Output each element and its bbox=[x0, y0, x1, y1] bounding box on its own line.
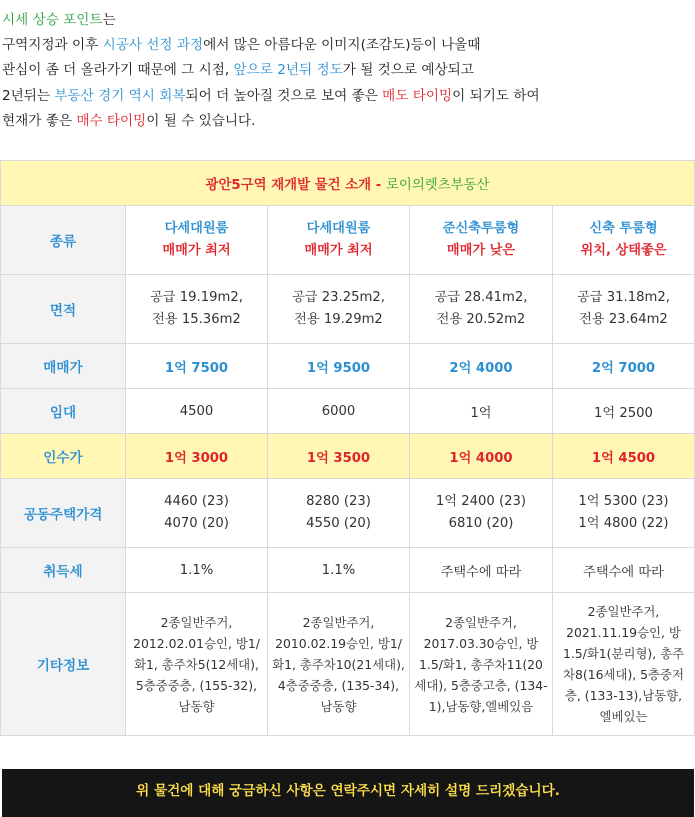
table-row-area bbox=[1, 275, 695, 344]
row-label-official: 공동주택가격 bbox=[1, 479, 126, 548]
sale-price: 1억 7500 bbox=[126, 344, 268, 389]
sale-price: 2억 4000 bbox=[410, 344, 553, 389]
tax-value: 주택수에 따라 bbox=[410, 548, 553, 593]
area-exclusive: 전용 20.52m2 bbox=[436, 312, 526, 327]
type-name: 신축 투룸형 bbox=[589, 221, 658, 236]
intro-text-span: 되어 더 높아질 것으로 보여 좋은 bbox=[185, 87, 383, 104]
area-supply: 공급 28.41m2, bbox=[434, 290, 528, 305]
intro-text-span: 2년뒤는 bbox=[2, 87, 55, 104]
official-price-23: 8280 (23) bbox=[306, 494, 371, 509]
property-table bbox=[0, 160, 695, 736]
intro-text-span: 가 될 것으로 예상되고 bbox=[342, 62, 474, 79]
row-label-lease: 임대 bbox=[1, 389, 126, 434]
area-supply: 공급 19.19m2, bbox=[150, 290, 243, 305]
contact-banner bbox=[2, 769, 694, 817]
sale-price: 2억 7000 bbox=[553, 344, 695, 389]
row-label-type: 종류 bbox=[1, 206, 126, 275]
table-title bbox=[1, 161, 695, 206]
contact-banner-text: 위 물건에 대해 궁금하신 사항은 연락주시면 자세히 설명 드리겠습니다. bbox=[136, 783, 560, 799]
intro-text-span: 에서 많은 아름다운 이미지(조감도)등이 나올때 bbox=[203, 37, 481, 54]
table-cell bbox=[126, 275, 268, 344]
type-note: 매매가 최저 bbox=[304, 243, 373, 258]
row-label-area: 면적 bbox=[1, 275, 126, 344]
table-cell bbox=[410, 479, 553, 548]
official-price-20: 4070 (20) bbox=[164, 516, 229, 531]
table-cell bbox=[126, 479, 268, 548]
intro-line-3 bbox=[2, 58, 692, 83]
row-label-price: 매매가 bbox=[1, 344, 126, 389]
table-title-sep: - bbox=[371, 177, 386, 193]
lease-value: 1억 2500 bbox=[553, 389, 695, 434]
table-title-main: 광안5구역 재개발 물건 소개 bbox=[205, 177, 372, 193]
row-label-acquisition: 인수가 bbox=[1, 434, 126, 479]
tax-value: 주택수에 따라 bbox=[553, 548, 695, 593]
table-cell bbox=[268, 206, 410, 275]
intro-text-span: 이 될 수 있습니다. bbox=[146, 112, 256, 129]
etc-info: 2종일반주거, 2021.11.19승인, 방1.5/화1(분리형), 총주차8(16세대), 5층중저층, (133-13),남동향, 엘베있는 bbox=[553, 593, 695, 736]
lease-value: 4500 bbox=[126, 389, 268, 434]
table-title-agent: 로이의렛츠부동산 bbox=[386, 177, 490, 193]
area-exclusive: 전용 23.64m2 bbox=[579, 312, 668, 327]
area-exclusive: 전용 15.36m2 bbox=[152, 312, 241, 327]
table-row-official bbox=[1, 479, 695, 548]
area-supply: 공급 31.18m2, bbox=[577, 290, 670, 305]
table-cell bbox=[553, 479, 695, 548]
acquisition-price: 1억 3000 bbox=[126, 434, 268, 479]
table-row-tax bbox=[1, 548, 695, 593]
lease-value: 1억 bbox=[410, 389, 553, 434]
type-name: 다세대원룸 bbox=[164, 221, 229, 236]
official-price-20: 4550 (20) bbox=[306, 516, 371, 531]
official-price-23: 1억 2400 (23) bbox=[435, 494, 527, 509]
area-exclusive: 전용 19.29m2 bbox=[294, 312, 383, 327]
etc-info: 2종일반주거, 2010.02.19승인, 방1/화1, 총주차10(21세대), 4층중중층, (135-34),남동향 bbox=[268, 593, 410, 736]
intro-text-span: 관심이 좀 더 올라가기 때문에 그 시점, bbox=[2, 62, 234, 79]
row-label-tax: 취득세 bbox=[1, 548, 126, 593]
intro-line-2 bbox=[2, 33, 692, 58]
table-cell bbox=[410, 275, 553, 344]
table-cell bbox=[126, 206, 268, 275]
official-price-23: 4460 (23) bbox=[164, 494, 229, 509]
table-row-type bbox=[1, 206, 695, 275]
intro-highlight: 부동산 경기 역시 회복 bbox=[54, 87, 186, 104]
intro-highlight: 시공사 선정 과정 bbox=[102, 37, 204, 54]
etc-info: 2종일반주거, 2012.02.01승인, 방1/화1, 총주차5(12세대), 5층중중층, (155-32),남동향 bbox=[126, 593, 268, 736]
table-row-price bbox=[1, 344, 695, 389]
intro-highlight: 매수 타이밍 bbox=[76, 112, 147, 129]
intro-line-5 bbox=[2, 109, 692, 134]
intro-line-4 bbox=[2, 84, 692, 109]
intro-highlight: 매도 타이밍 bbox=[382, 87, 453, 104]
acquisition-price: 1억 4000 bbox=[410, 434, 553, 479]
type-note: 위치, 상태좋은 bbox=[580, 243, 667, 258]
intro-highlight: 시세 상승 포인트 bbox=[2, 12, 103, 28]
type-name: 준신축투룸형 bbox=[442, 221, 520, 236]
intro-text-span: 이 되기도 하여 bbox=[452, 87, 540, 104]
table-cell bbox=[268, 479, 410, 548]
table-cell bbox=[268, 275, 410, 344]
type-name: 다세대원룸 bbox=[306, 221, 371, 236]
official-price-20: 6810 (20) bbox=[448, 516, 514, 531]
intro-text-span: 현재가 좋은 bbox=[2, 112, 77, 129]
table-cell bbox=[410, 206, 553, 275]
table-row-lease bbox=[1, 389, 695, 434]
tax-value: 1.1% bbox=[126, 548, 268, 593]
property-table-wrapper bbox=[0, 160, 694, 736]
intro-line-1 bbox=[2, 8, 692, 33]
area-supply: 공급 23.25m2, bbox=[292, 290, 385, 305]
etc-info: 2종일반주거, 2017.03.30승인, 방1.5/화1, 총주차11(20세대), 5층중고층, (134-1),남동향,엘베있음 bbox=[410, 593, 553, 736]
type-note: 매매가 낮은 bbox=[446, 243, 516, 258]
row-label-etc: 기타정보 bbox=[1, 593, 126, 736]
acquisition-price: 1억 4500 bbox=[553, 434, 695, 479]
official-price-22: 1억 4800 (22) bbox=[578, 516, 669, 531]
intro-highlight: 앞으로 2년뒤 정도 bbox=[233, 62, 343, 79]
table-cell bbox=[553, 275, 695, 344]
intro-text bbox=[2, 8, 692, 134]
acquisition-price: 1억 3500 bbox=[268, 434, 410, 479]
intro-text-span: 는 bbox=[102, 12, 116, 28]
official-price-23: 1억 5300 (23) bbox=[578, 494, 669, 509]
table-row-acquisition bbox=[1, 434, 695, 479]
sale-price: 1억 9500 bbox=[268, 344, 410, 389]
table-row-etc bbox=[1, 593, 695, 736]
intro-text-span: 구역지정과 이후 bbox=[2, 37, 103, 54]
type-note: 매매가 최저 bbox=[162, 243, 231, 258]
lease-value: 6000 bbox=[268, 389, 410, 434]
table-cell bbox=[553, 206, 695, 275]
tax-value: 1.1% bbox=[268, 548, 410, 593]
table-title-row bbox=[1, 161, 695, 206]
